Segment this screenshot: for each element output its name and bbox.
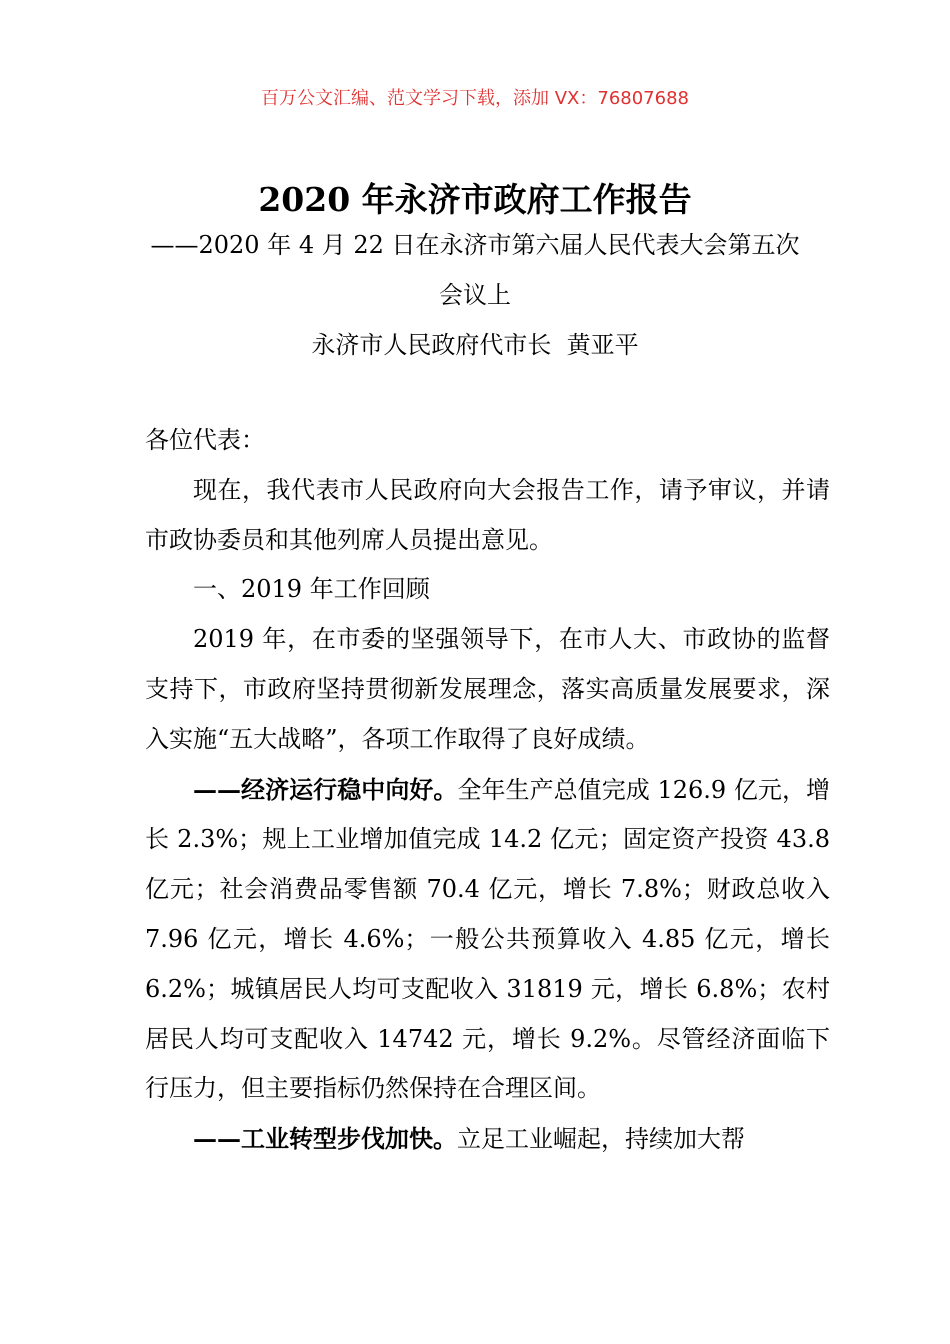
industry-paragraph — [145, 1114, 830, 1165]
salutation: 各位代表： — [145, 426, 265, 454]
document-title: 2020 年永济市政府工作报告 — [258, 180, 692, 219]
intro-paragraph: 现在，我代表市人民政府向大会报告工作，请予审议，并请市政协委员和其他列席人员提出意见。 — [145, 475, 830, 554]
review-paragraph: 2019 年，在市委的坚强领导下，在市人大、市政协的监督支持下，市政府坚持贯彻新发展理念，落实高质量发展要求，深入实施“五大战略”，各项工作取得了良好成绩。 — [145, 625, 830, 753]
section-heading: 一、2019 年工作回顾 — [193, 575, 430, 604]
document-body — [145, 416, 830, 1165]
subtitle-line-2: 会议上 — [439, 281, 511, 309]
subtitle-line-1: ——2020 年 4 月 22 日在永济市第六届人民代表大会第五次 — [150, 231, 800, 259]
industry-lead: ——工业转型步伐加快。 — [193, 1124, 457, 1154]
economy-paragraph — [145, 765, 830, 1115]
economy-text: 全年生产总值完成 126.9 亿元，增长 2.3%；规上工业增加值完成 14.2 亿元；固定资产投资 43.8 亿元；社会消费品零售额 70.4 亿元，增长 7.8%；财政总收入 7.96 亿元，增长 4.6%；一般公共预算收入 4.85 亿元，增长 6.2%；城镇居民人均可支配收入 31819 元，增长 6.8%；农村居民人均可支配收入 14742 元，增长 9.2%。尽管经济面临下行压力，但主要指标仍然保持在合理区间。 — [145, 775, 830, 1103]
industry-text: 立足工业崛起，持续加大帮 — [457, 1125, 745, 1154]
watermark-banner: 百万公文汇编、范文学习下载，添加 VX：76807688 — [261, 88, 689, 109]
economy-lead: ——经济运行稳中向好。 — [193, 774, 458, 804]
author-line: 永济市人民政府代市长 黄亚平 — [311, 331, 639, 359]
